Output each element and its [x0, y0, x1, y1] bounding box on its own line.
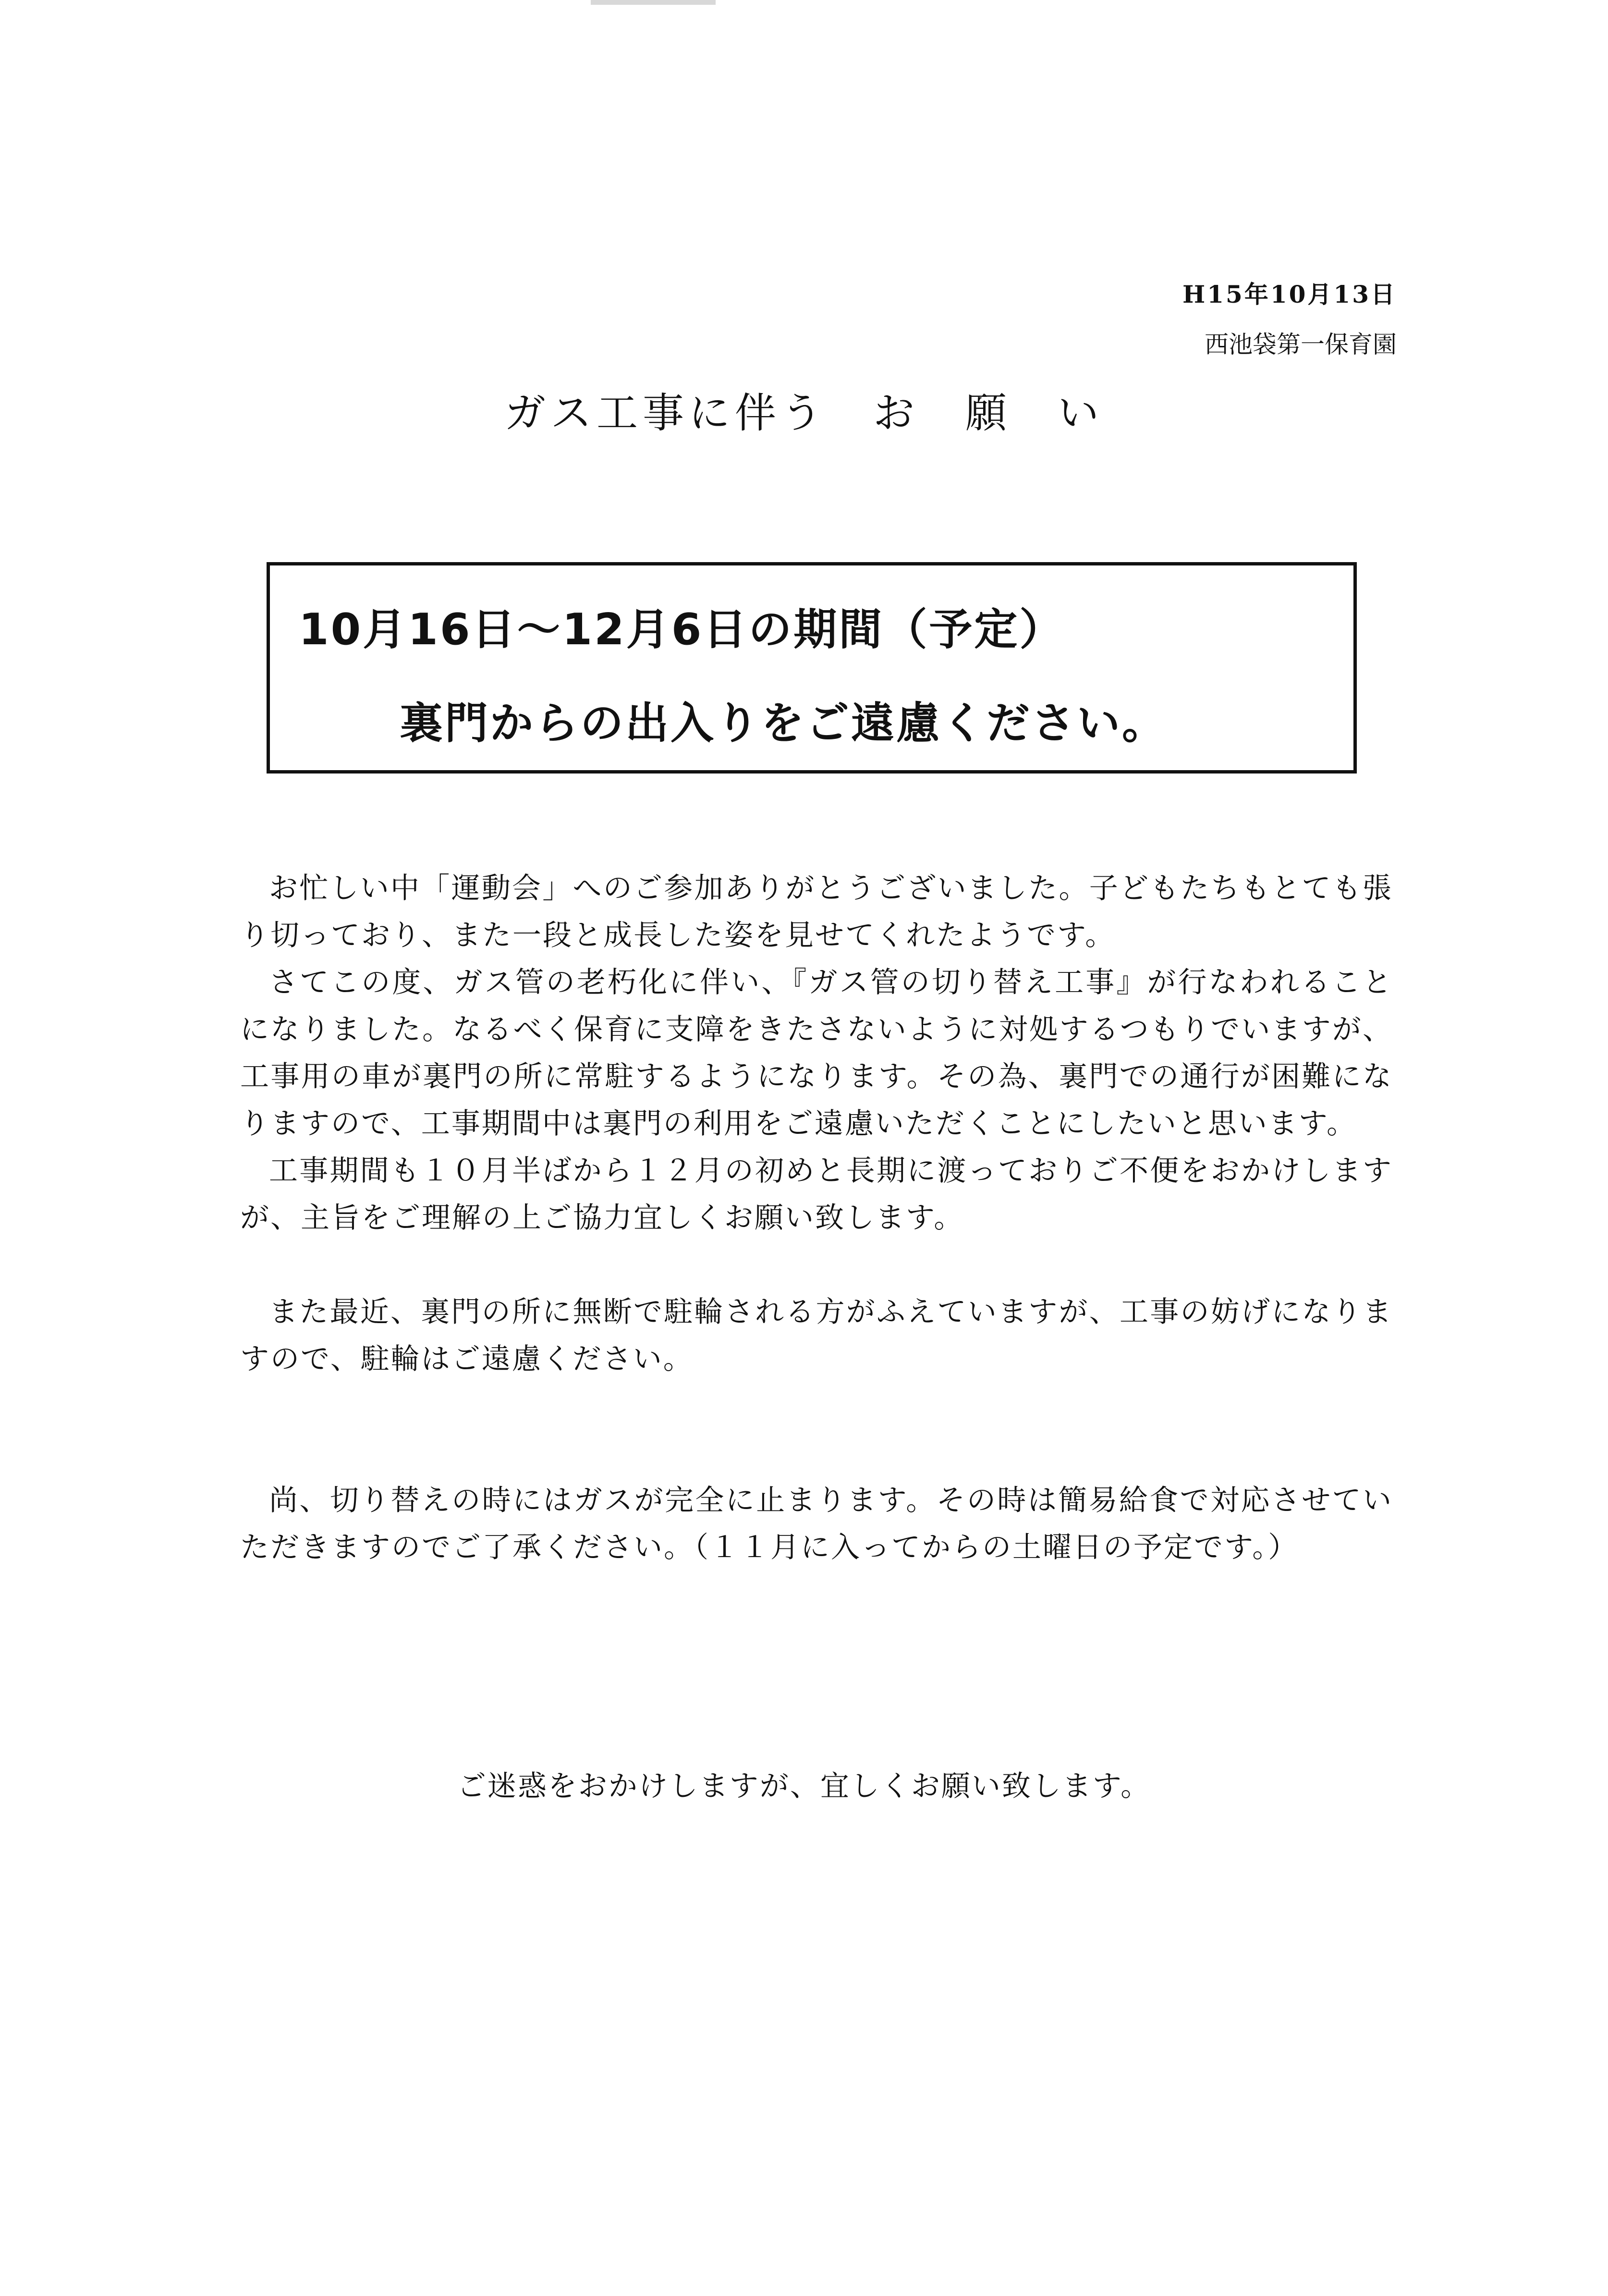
document-header: [1182, 269, 1397, 370]
organization-name: 西池袋第一保育園: [1205, 331, 1397, 358]
scan-mark: [591, 0, 716, 5]
document-title: ガス工事に伴う お 願 い: [504, 389, 1104, 437]
closing-line: ご迷惑をおかけしますが、宜しくお願い致します。: [457, 1769, 1151, 1803]
notice-period: 10月16日～12月6日の期間（予定）: [299, 604, 1065, 655]
paragraph-thanks: お忙しい中「運動会」へのご参加ありがとうございました。子どもたちもとても張り切っており、また一段と成長した姿を見せてくれたようです。: [240, 872, 1393, 952]
issue-date: H15年10月13日: [1182, 280, 1397, 308]
paragraph-gas-stop: 尚、切り替えの時にはガスが完全に止まります。その時は簡易給食で対応させていただきますのでご了承ください。（１１月に入ってからの土曜日の予定です。）: [240, 1484, 1393, 1564]
paragraph-bicycle-parking: また最近、裏門の所に無断で駐輪される方がふえていますが、工事の妨げになりますので、駐輪はご遠慮ください。: [240, 1295, 1393, 1376]
paragraph-period: 工事期間も１０月半ばから１２月の初めと長期に渡っておりご不便をおかけしますが、主旨をご理解の上ご協力宜しくお願い致します。: [240, 1154, 1393, 1235]
body-text: [240, 865, 1393, 1571]
paragraph-construction: さてこの度、ガス管の老朽化に伴い、『ガス管の切り替え工事』が行なわれることになりました。なるべく保育に支障をきたさないように対処するつもりでいますが、工事用の車が裏門の所に常駐するようになります。その為、裏門での通行が困難になりますので、工事期間中は裏門の利用をご遠慮いただくことにしたいと思います。: [240, 966, 1393, 1141]
notice-box: [267, 562, 1357, 774]
notice-request: 裏門からの出入りをご遠慮ください。: [400, 698, 1167, 749]
